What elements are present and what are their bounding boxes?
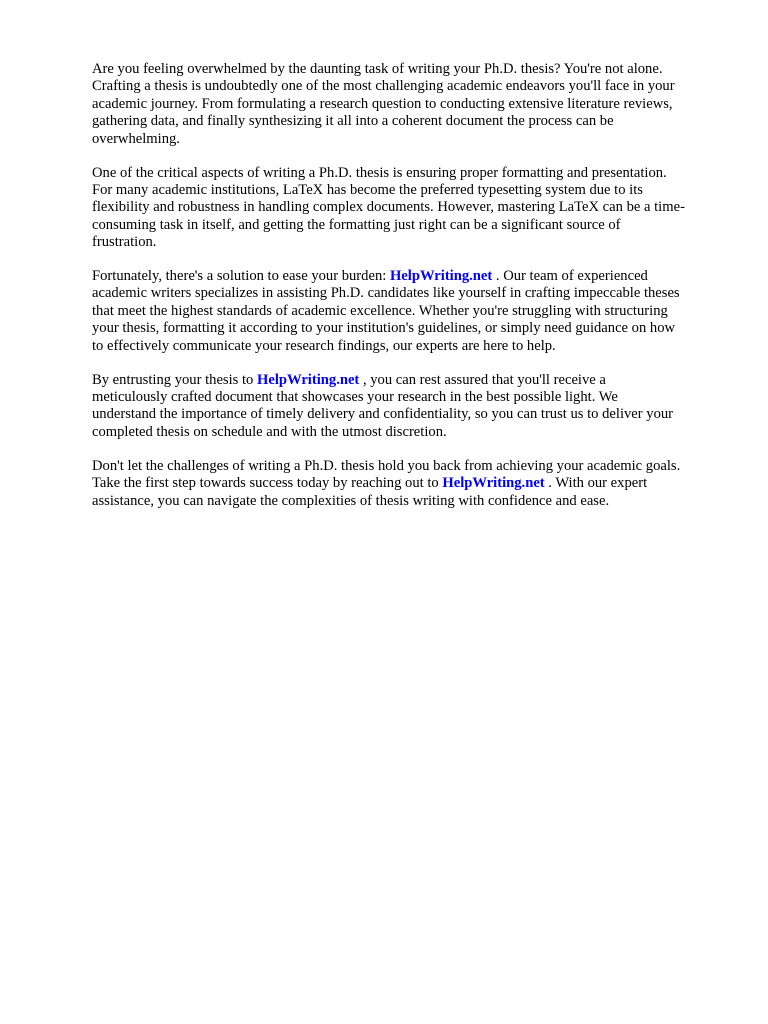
- paragraph-intro-text: Are you feeling overwhelmed by the daunting task of writing your Ph.D. thesis? You're not alone. Crafting a thesis is undoubtedly one of the most challenging academic endeavors you'll face in your academic journey. From formulating a research question to conducting extensive literature reviews, gathering data, and finally synthesizing it all into a coherent document the process can be overwhelming.: [92, 61, 675, 147]
- paragraph-solution-lead: Fortunately, there's a solution to ease your burden:: [92, 268, 390, 285]
- paragraph-closing-lead: Don't let the challenges of writing a Ph.D. thesis hold you back from achieving your academic goals. Take the first step towards success today by reaching out to: [92, 457, 681, 492]
- paragraph-closing: [92, 458, 732, 510]
- paragraph-entrust-rest: , you can rest assured that you'll receive a meticulously crafted document that showcases your research in the best possible light. We understand the importance of timely delivery and confidentiality, so you can trust us to deliver your completed thesis on schedule and with the utmost discretion.: [92, 371, 674, 440]
- helpwriting-link[interactable]: HelpWriting.net: [257, 371, 360, 388]
- paragraph-entrust: [92, 372, 732, 442]
- paragraph-latex: [92, 165, 732, 252]
- paragraph-closing-rest: . With our expert assistance, you can navigate the complexities of thesis writing with confidence and ease.: [92, 475, 648, 509]
- paragraph-solution-rest: . Our team of experienced academic writers specializes in assisting Ph.D. candidates like yourself in crafting impeccable theses that meet the highest standards of academic excellence. Whether you're struggling with structuring your thesis, formatting it according to your institution's guidelines, or simply need guidance on how to effectively communicate your research findings, our experts are here to help.: [92, 268, 680, 354]
- paragraph-intro: [92, 61, 732, 148]
- paragraph-entrust-lead: By entrusting your thesis to: [92, 371, 257, 388]
- paragraph-latex-text: One of the critical aspects of writing a Ph.D. thesis is ensuring proper formatting and presentation. For many academic institutions, LaTeX has become the preferred typesetting system due to its flexibility and robustness in handling complex documents. However, mastering LaTeX can be a time- consuming task in itself, and getting the formatting just right can be a significant source of frustration.: [92, 164, 685, 251]
- document-page: [92, 61, 732, 526]
- helpwriting-link[interactable]: HelpWriting.net: [389, 268, 493, 285]
- helpwriting-link[interactable]: HelpWriting.net: [442, 475, 545, 492]
- paragraph-solution: [92, 268, 732, 355]
